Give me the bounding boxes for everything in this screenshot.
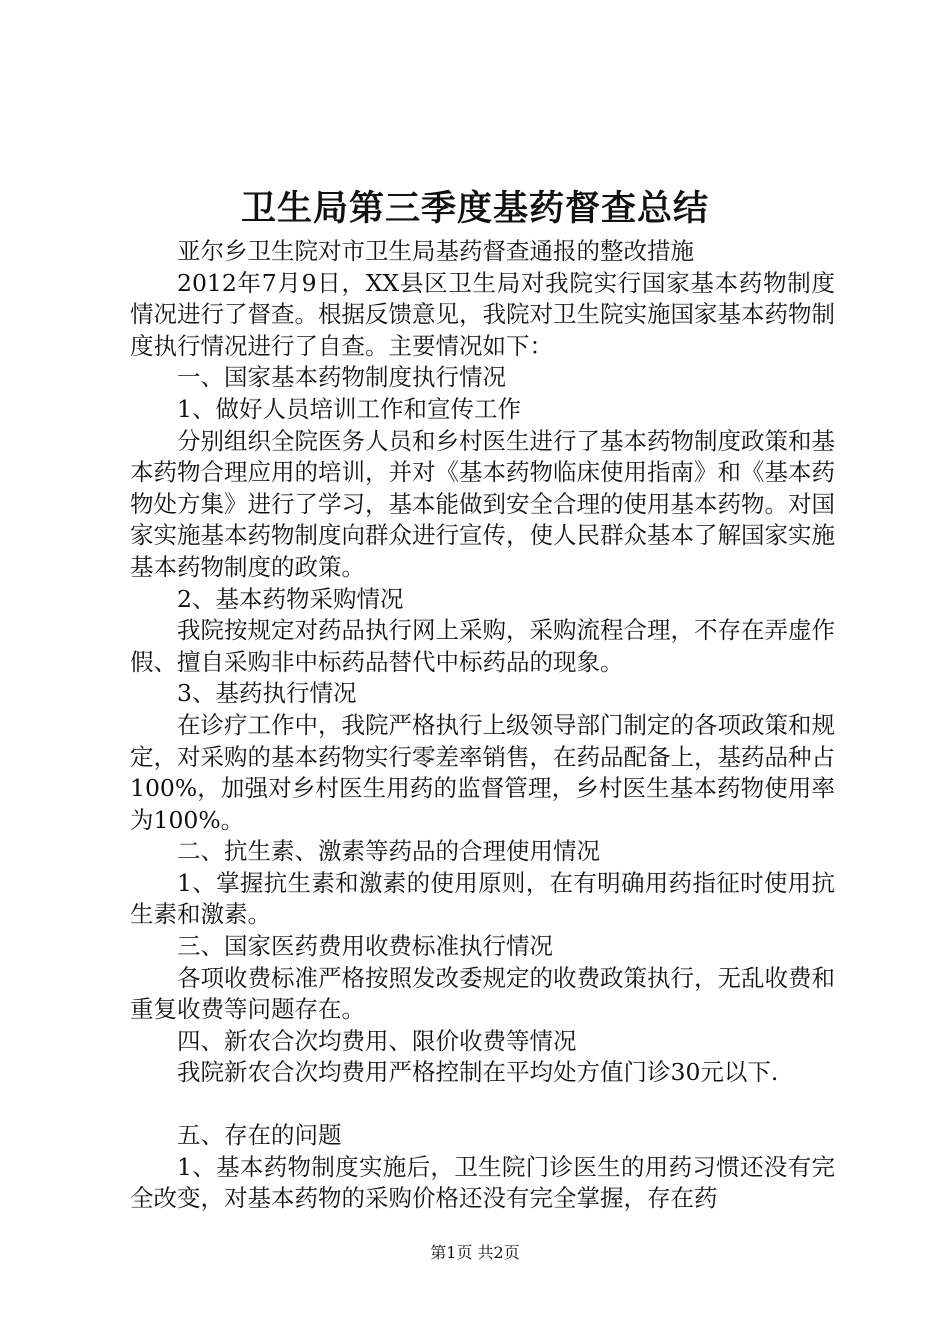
page-footer: 第1页 共2页 <box>430 1243 520 1262</box>
document-body <box>130 236 835 1215</box>
paragraph: 各项收费标准严格按照发改委规定的收费政策执行，无乱收费和重复收费等问题存在。 <box>130 963 835 1024</box>
paragraph: 2012年7月9日，XX县区卫生局对我院实行国家基本药物制度情况进行了督查。根据反馈意见，我院对卫生院实施国家基本药物制度执行情况进行了自查。主要情况如下： <box>130 268 835 360</box>
paragraph: 在诊疗工作中，我院严格执行上级领导部门制定的各项政策和规定，对采购的基本药物实行零差率销售，在药品配备上，基药品种占100%，加强对乡村医生用药的监督管理，乡村医生基本药物使用率为100%。 <box>130 710 835 834</box>
section-heading: 四、新农合次均费用、限价收费等情况 <box>177 1026 577 1055</box>
subsection-heading: 1、做好人员培训工作和宣传工作 <box>177 394 521 423</box>
paragraph: 分别组织全院医务人员和乡村医生进行了基本药物制度政策和基本药物合理应用的培训，并对《基本药物临床使用指南》和《基本药物处方集》进行了学习，基本能做到安全合理的使用基本药物。对国家实施基本药物制度向群众进行宣传，使人民群众基本了解国家实施基本药物制度的政策。 <box>130 426 835 581</box>
subsection-heading: 3、基药执行情况 <box>177 679 357 708</box>
paragraph: 我院新农合次均费用严格控制在平均处方值门诊30元以下. <box>177 1058 779 1087</box>
paragraph: 1、基本药物制度实施后，卫生院门诊医生的用药习惯还没有完全改变，对基本药物的采购价格还没有完全掌握，存在药 <box>130 1152 835 1213</box>
paragraph: 我院按规定对药品执行网上采购，采购流程合理，不存在弄虚作假、擅自采购非中标药品替代中标药品的现象。 <box>130 616 835 676</box>
paragraph: 1、掌握抗生素和激素的使用原则，在有明确用药指征时使用抗生素和激素。 <box>130 868 835 929</box>
section-heading: 三、国家医药费用收费标准执行情况 <box>177 932 553 961</box>
section-heading: 二、抗生素、激素等药品的合理使用情况 <box>177 837 600 866</box>
paragraph-subtitle: 亚尔乡卫生院对市卫生局基药督查通报的整改措施 <box>177 237 694 265</box>
section-heading: 一、国家基本药物制度执行情况 <box>177 363 506 392</box>
section-heading: 五、存在的问题 <box>177 1121 342 1150</box>
document-title: 卫生局第三季度基药督查总结 <box>240 188 709 229</box>
subsection-heading: 2、基本药物采购情况 <box>177 584 404 613</box>
